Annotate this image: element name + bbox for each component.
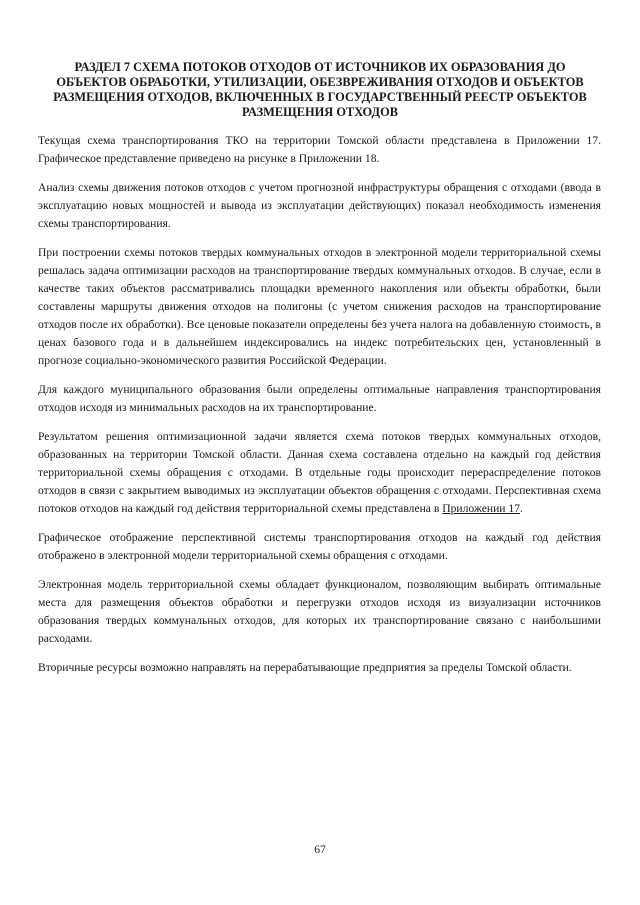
appendix-17-link[interactable]: Приложении 17 xyxy=(442,502,520,515)
page-number: 67 xyxy=(314,843,326,856)
paragraph-optimization-end: . xyxy=(520,502,523,515)
paragraph-graphic-display: Графическое отображение перспективной системы транспортирования отходов на каждый год действия отображено в электронной модели территориальной схемы обращения с отходами. xyxy=(38,531,601,562)
paragraph-model-construction: При построении схемы потоков твердых коммунальных отходов в электронной модели территориальной схемы решалась задача оптимизации расходов на транспортирование твердых коммунальных отходов. В случае, если в качестве таких объектов рассматривались площадки временного накопления или объекты обработки, были составлены маршруты движения отходов на полигоны (с учетом снижения расходов на транспортирование отходов после их обработки). Все ценовые показатели определены без учета налога на добавленную стоимость, в ценах базового года и в дальнейшем индексировались на индекс потребительских цен, установленный в прогнозе социально-экономического развития Российской Федерации. xyxy=(38,246,601,367)
paragraph-electronic-model: Электронная модель территориальной схемы обладает функционалом, позволяющим выбирать оптимальные места для размещения объектов обработки и перегрузки отходов исходя из визуализации источников образования твердых коммунальных отходов, для которых их транспортирование связано с наибольшими расходами. xyxy=(38,578,601,645)
paragraph-optimization-result xyxy=(38,428,601,518)
paragraph-secondary-resources: Вторичные ресурсы возможно направлять на перерабатывающие предприятия за пределы Томской области. xyxy=(38,661,572,674)
paragraph-current-scheme: Текущая схема транспортирования ТКО на территории Томской области представлена в Приложении 17. Графическое представление приведено на рисунке в Приложении 18. xyxy=(38,134,601,165)
paragraph-analysis: Анализ схемы движения потоков отходов с учетом прогнозной инфраструктуры обращения с отходами (ввода в эксплуатацию новых мощностей и вывода из эксплуатации действующих) показал необходимость изменения схемы транспортирования. xyxy=(38,181,601,230)
paragraph-optimization-text: Результатом решения оптимизационной задачи является схема потоков твердых коммунальных отходов, образованных на территории Томской области. Данная схема составлена отдельно на каждый год действия территориальной схемы обращения с отходами. В отдельные годы происходит перераспределение потоков отходов в связи с закрытием выводимых из эксплуатации объектов обращения с отходами. Перспективная схема потоков отходов на каждый год действия территориальной схемы представлена в xyxy=(38,430,601,515)
paragraph-municipal-directions: Для каждого муниципального образования были определены оптимальные направления транспортирования отходов исходя из минимальных расходов на их транспортирование. xyxy=(38,383,601,414)
body-text xyxy=(38,132,601,688)
section-title: РАЗДЕЛ 7 СХЕМА ПОТОКОВ ОТХОДОВ ОТ ИСТОЧНИКОВ ИХ ОБРАЗОВАНИЯ ДО ОБЪЕКТОВ ОБРАБОТКИ, УТИЛИЗАЦИИ, ОБЕЗВРЕЖИВАНИЯ ОТХОДОВ И ОБЪЕКТОВ РАЗМЕЩЕНИЯ ОТХОДОВ, ВКЛЮЧЕННЫХ В ГОСУДАРСТВЕННЫЙ РЕЕСТР ОБЪЕКТОВ РАЗМЕЩЕНИЯ ОТХОДОВ xyxy=(53,60,587,119)
